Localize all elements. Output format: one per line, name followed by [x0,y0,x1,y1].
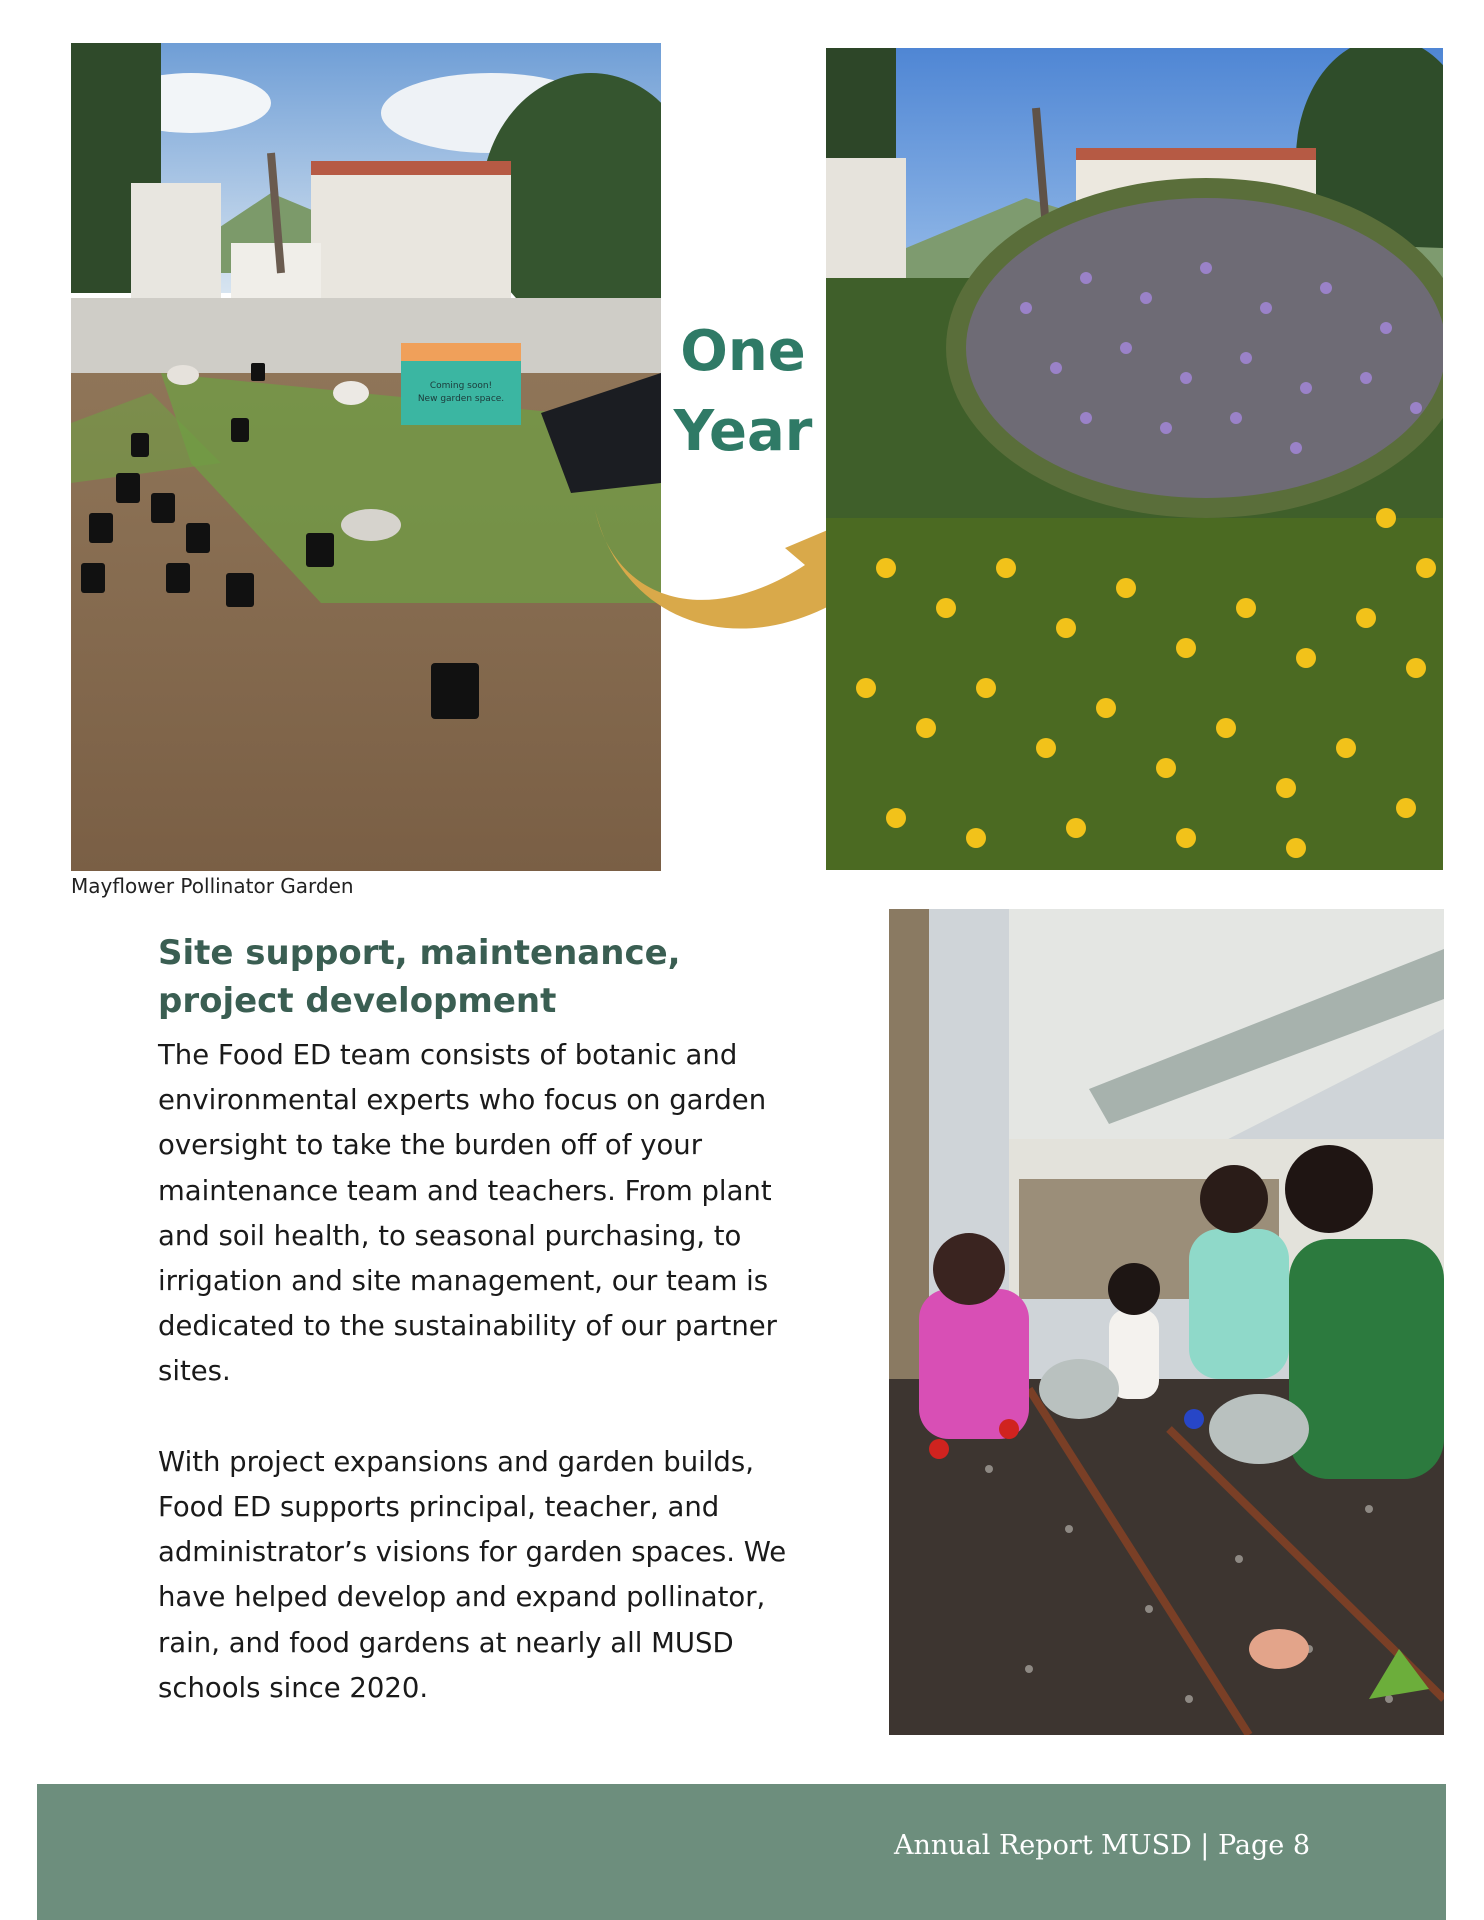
photo-garden-after [826,48,1443,870]
footer-page-label: Annual Report MUSD | Page 8 [894,1830,1311,1861]
photo-volunteers-planting [889,909,1444,1735]
sign-text-line2: New garden space. [417,394,505,404]
section-heading-line2: project development [158,981,557,1021]
transition-label [668,312,818,472]
transition-label-line2: Year [673,399,813,464]
photo-caption: Mayflower Pollinator Garden [71,874,354,898]
section-heading [158,929,798,1025]
body-paragraph-2: With project expansions and garden builds, Food ED supports principal, teacher, and administrator’s visions for garden spaces. We have helped develop and expand pollinator, rain, and food gardens at nearly all MUSD schools since 2020. [158,1445,787,1704]
transition-label-line1: One [680,319,806,384]
body-paragraph-1: The Food ED team consists of botanic and environmental experts who focus on garden oversight to take the burden off of your maintenance team and teachers. From plant and soil health, to seasonal purchasing, to irrigation and site management, our team is dedicated to the sustainability of our partner sites. [158,1039,777,1388]
sign-text-line1: Coming soon! [429,381,493,391]
section-heading-line1: Site support, maintenance, [158,933,681,973]
section-body [158,1033,798,1711]
page-footer [37,1784,1446,1920]
photo-garden-before [71,43,661,871]
